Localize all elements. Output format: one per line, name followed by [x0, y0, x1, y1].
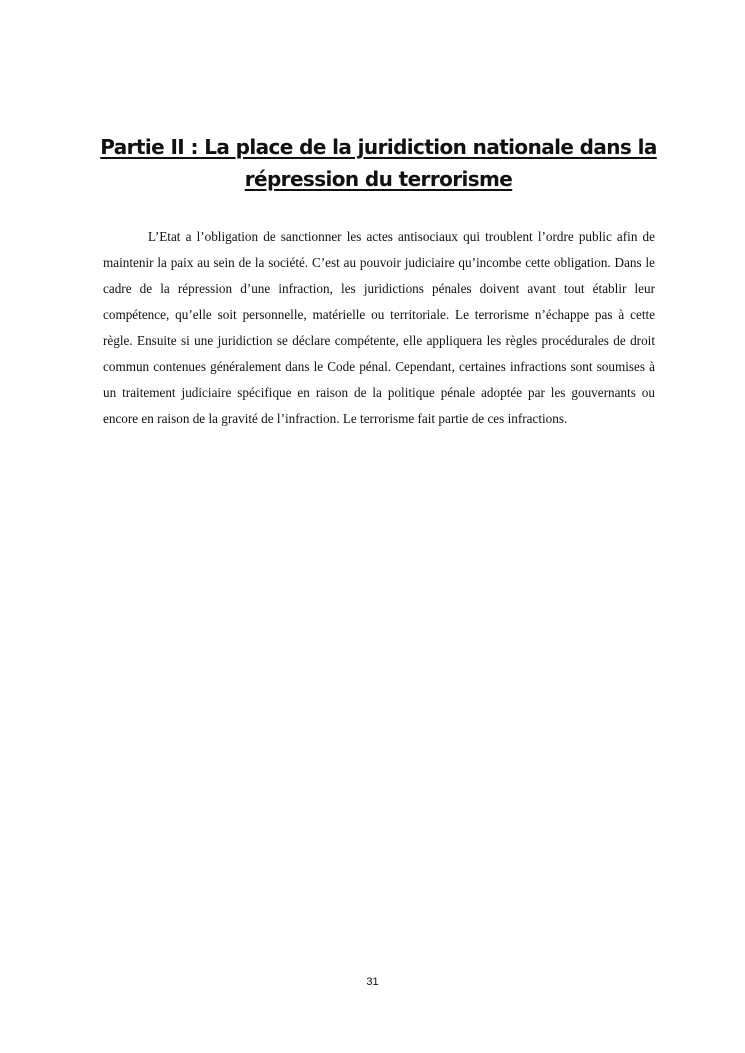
page-number: 31 [366, 976, 379, 988]
body-paragraph: L’Etat a l’obligation de sanctionner les actes antisociaux qui troublent l’ordre public afin de maintenir la paix au sein de la société. C’est au pouvoir judiciaire qu’incombe cette obligation. Dans le cadre de la répression d’une infraction, les juridictions pénales doivent avant tout établir leur compétence, qu’elle soit personnelle, matérielle ou territoriale. Le terrorisme n’échappe pas à cette règle. Ensuite si une juridiction se déclare compétente, elle appliquera les règles procédurales de droit commun contenues généralement dans le Code pénal. Cependant, certaines infractions sont soumises à un traitement judiciaire spécifique en raison de la politique pénale adoptée par les gouvernants ou encore en raison de la gravité de l’infraction. Le terrorisme fait partie de ces infractions. [103, 229, 655, 426]
section-title [100, 131, 657, 195]
section-title-line-2: répression du terrorisme [244, 167, 513, 191]
section-title-line-1: Partie II : La place de la juridiction nationale dans la [100, 135, 657, 159]
